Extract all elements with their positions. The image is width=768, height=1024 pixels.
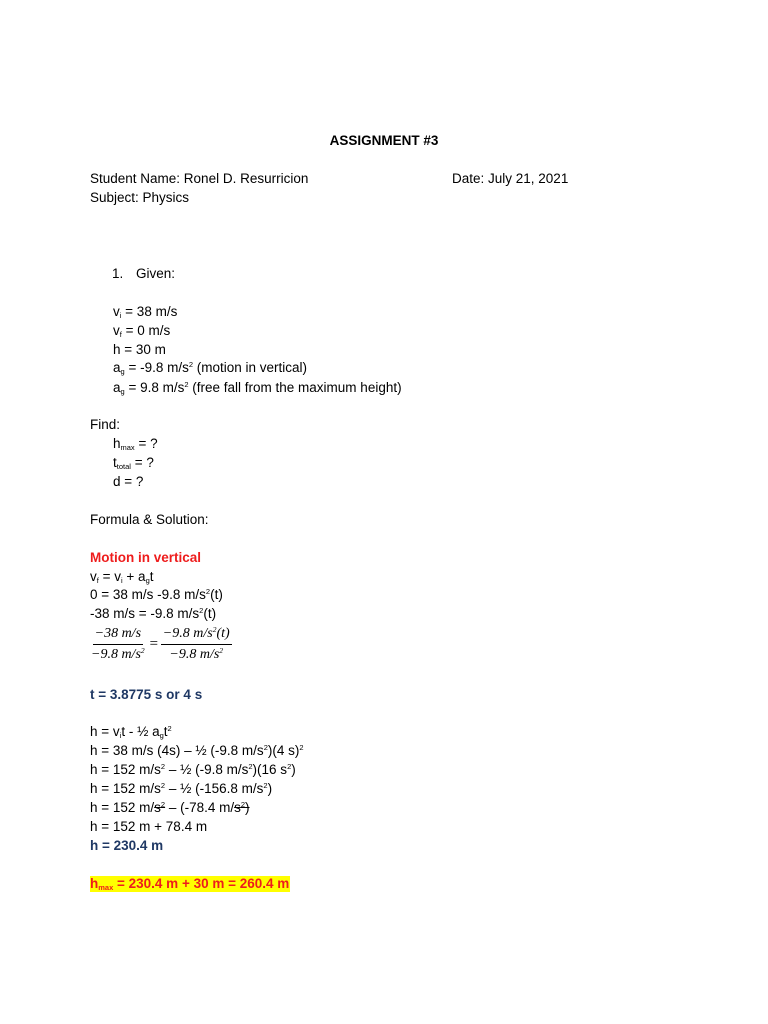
fraction-denominator: −9.8 $m/s^2$ [169,646,224,662]
given-vf: $v_f = 0$ m/s [113,323,171,339]
fraction-left [89,625,147,664]
fraction-numerator: −38 m/s [93,625,143,645]
given-ag-freefall: $a_g = 9.8$ $m/s^2$ (free fall from the maximum height) [113,380,402,396]
item-number: 1. [112,266,124,281]
equation-line: -38 m/s = -9.8 $m/s^2(t)$ [90,606,217,621]
equation-line-cancelled: h = 152 $m/s^2 - (-78.4$ $m/s^2$) [90,800,250,815]
equation-line: $v_f = v_i + a_gt$ [90,569,154,585]
cancelled-unit: $s^2$) [234,800,250,815]
time-result: t = 3.8775 s or 4 s [90,687,203,702]
equation-line: $h = v_it$ - ½ $a_gt^2$ [90,724,172,740]
subject: Subject: Physics [90,190,190,205]
find-label: Find: [90,417,121,432]
student-name: Student Name: Ronel D. Resurricion [90,171,309,186]
section-heading: Motion in vertical [90,550,202,565]
fraction-equation [89,625,232,664]
find-ttotal: $t_{total}$ = ? [113,455,154,471]
equation-line: h = 152 $m/s^2$ – ½ (-9.8 $m/s^2)(16$ $s^2$) [90,762,296,777]
given-h: h = 30 m [113,342,166,357]
equation-line: h = 152 m + 78.4 m [90,819,208,834]
given-ag-vertical: $a_g = -9.8$ $m/s^2$ (motion in vertical) [113,360,308,376]
max-height-result: $h_{max} = 230.4$ m + 30 m = 260.4 m [90,876,290,892]
equation-line: 0 = 38 m/s -9.8 $m/s^2(t)$ [90,587,223,602]
height-result: h = 230.4 m [90,838,164,853]
given-vi: $v_i = 38$ m/s [113,304,178,320]
equation-line: h = 38 m/s (4s) – ½ (-9.8 $m/s^2)(4$ s)$^2$ [90,743,304,758]
find-hmax: $h_{max}$ = ? [113,436,158,452]
fraction-denominator: −9.8 $m/s^2$ [91,646,145,662]
equation-line: h = 152 $m/s^2$ – ½ (-156.8 $m/s^2$) [90,781,273,796]
date: Date: July 21, 2021 [452,171,569,186]
fraction-right [161,625,232,664]
find-d: d = ? [113,474,144,489]
page-title: ASSIGNMENT #3 [329,133,439,148]
given-label: Given: [136,266,176,281]
equals-sign: = [148,636,159,652]
formula-label: Formula & Solution: [90,512,209,527]
fraction-numerator: −9.8 $m/s^2(t)$ [161,625,232,645]
cancelled-unit: $s^2$ [154,800,166,815]
